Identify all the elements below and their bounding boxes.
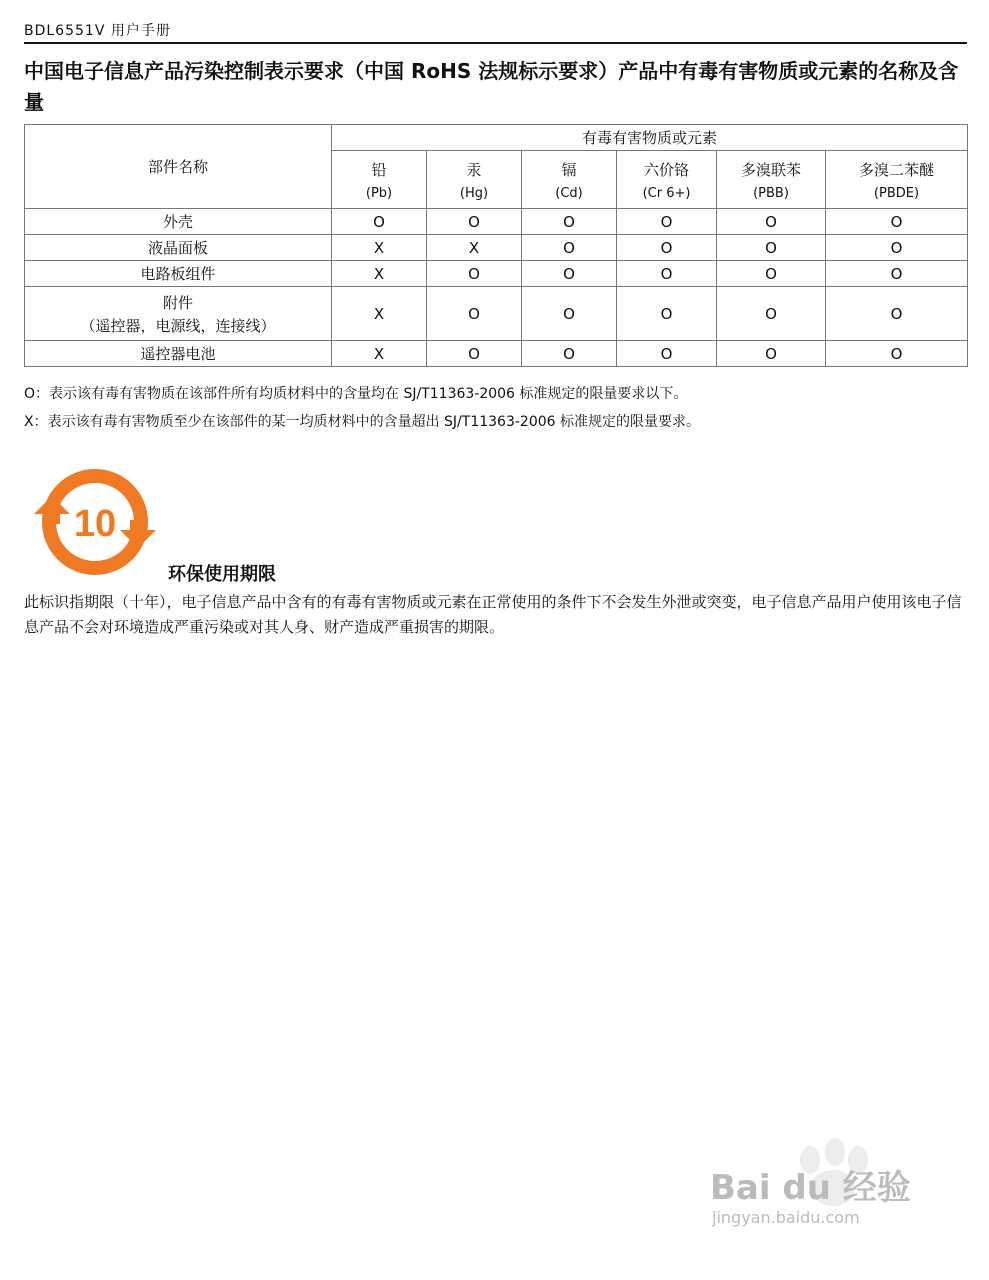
value-cell: O (522, 341, 617, 367)
section-body: 此标识指期限（十年），电子信息产品中含有的有毒有害物质或元素在正常使用的条件下不会发生外泄或突变，电子信息产品用户使用该电子信息产品不会对环境造成严重污染或对其人身、财产造成严重损害的期限。 (24, 593, 962, 636)
table-row (25, 341, 968, 367)
part-cell: 遥控器电池 (25, 341, 332, 367)
logo-number: 10 (73, 503, 117, 545)
value-cell: X (332, 261, 427, 287)
epup-10-year-logo-icon (30, 462, 160, 582)
value-cell: O (717, 209, 826, 235)
value-cell: O (617, 287, 717, 341)
table-row (25, 209, 968, 235)
value-cell: O (826, 261, 968, 287)
value-cell: O (427, 209, 522, 235)
value-cell: O (826, 235, 968, 261)
part-name-header: 部件名称 (25, 125, 332, 209)
value-cell: O (427, 287, 522, 341)
value-cell: O (522, 209, 617, 235)
substance-header: 多溴二苯醚 (PBDE) (826, 151, 968, 209)
value-cell: O (617, 261, 717, 287)
value-cell: O (617, 209, 717, 235)
watermark-brand: Bai du 经验 (710, 1168, 911, 1208)
value-cell: O (826, 341, 968, 367)
value-cell: O (717, 341, 826, 367)
legend-notes (24, 380, 700, 436)
value-cell: O (522, 287, 617, 341)
value-cell: X (332, 287, 427, 341)
value-cell: X (332, 341, 427, 367)
value-cell: O (617, 341, 717, 367)
value-cell: O (427, 261, 522, 287)
section-title: 环保使用期限 (168, 564, 276, 585)
value-cell: O (717, 235, 826, 261)
value-cell: O (826, 287, 968, 341)
value-cell: O (717, 287, 826, 341)
part-cell: 附件 （遥控器，电源线，连接线） (25, 287, 332, 341)
watermark-url: jingyan.baidu.com (712, 1208, 860, 1227)
substances-group-header: 有毒有害物质或元素 (332, 125, 968, 151)
rohs-table (24, 124, 968, 367)
value-cell: O (617, 235, 717, 261)
substance-header: 多溴联苯 (PBB) (717, 151, 826, 209)
table-row (25, 287, 968, 341)
value-cell: O (826, 209, 968, 235)
part-cell: 电路板组件 (25, 261, 332, 287)
page-title: 中国电子信息产品污染控制表示要求（中国 RoHS 法规标示要求）产品中有毒有害物质或元素的名称及含量 (24, 59, 959, 114)
part-cell: 液晶面板 (25, 235, 332, 261)
substance-header: 镉 (Cd) (522, 151, 617, 209)
table-row (25, 261, 968, 287)
value-cell: O (522, 235, 617, 261)
document-header: BDL6551V 用户手册 (24, 23, 171, 39)
substance-header: 六价铬 (Cr 6+) (617, 151, 717, 209)
o-note: O：表示该有毒有害物质在该部件所有均质材料中的含量均在 SJ/T11363-2006 标准规定的限量要求以下。 (24, 386, 688, 402)
value-cell: X (332, 235, 427, 261)
value-cell: O (522, 261, 617, 287)
part-cell: 外壳 (25, 209, 332, 235)
substance-header: 铅 (Pb) (332, 151, 427, 209)
value-cell: O (717, 261, 826, 287)
substance-header: 汞 (Hg) (427, 151, 522, 209)
table-row (25, 235, 968, 261)
value-cell: O (332, 209, 427, 235)
header-divider (24, 42, 967, 44)
value-cell: X (427, 235, 522, 261)
value-cell: O (427, 341, 522, 367)
x-note: X：表示该有毒有害物质至少在该部件的某一均质材料中的含量超出 SJ/T11363-2006 标准规定的限量要求。 (24, 414, 700, 430)
